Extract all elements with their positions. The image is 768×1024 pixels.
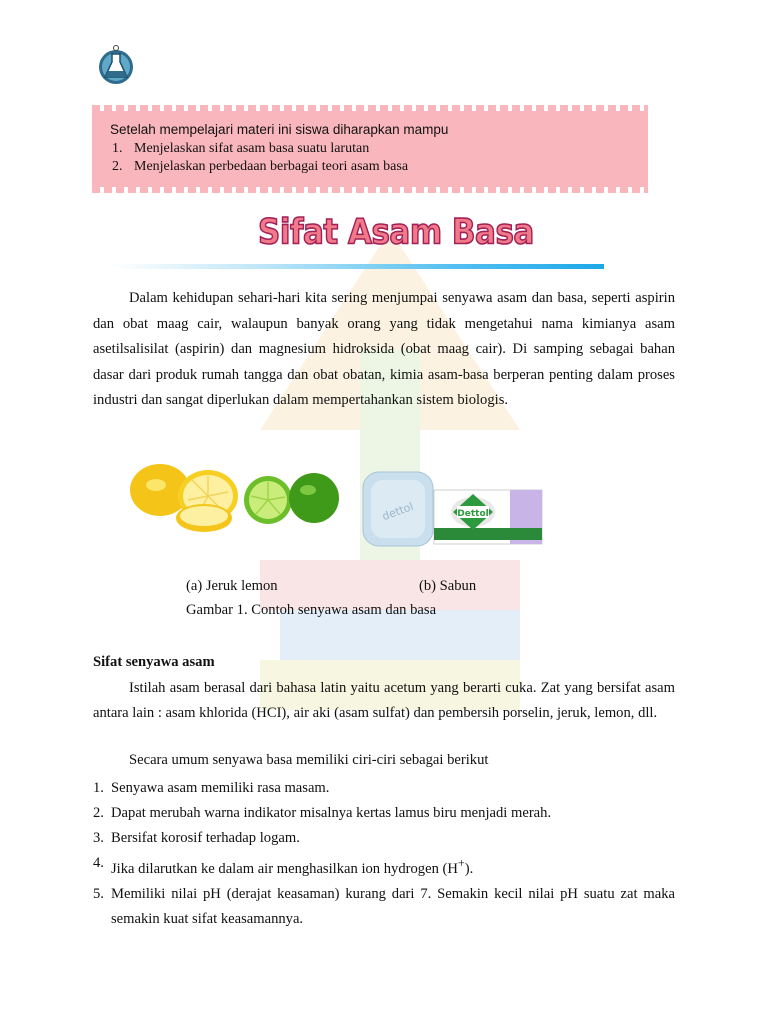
figure-caption: Gambar 1. Contoh senyawa asam dan basa bbox=[186, 602, 437, 618]
section-heading: Sifat senyawa asam bbox=[93, 654, 215, 670]
section-paragraph: Istilah asam berasal dari bahasa latin yaitu acetum yang berarti cuka. Zat yang bersifat asam antara lain : asam khlorida (HCI), air aki (asam sulfat) dan pembersih porselin, jeruk, lemon, dll. bbox=[93, 680, 675, 721]
list-item: 4. Jika dilarutkan ke dalam air menghasilkan ion hydrogen (H+). bbox=[93, 855, 474, 877]
learning-objectives-box bbox=[92, 108, 648, 190]
figure-images bbox=[128, 452, 548, 562]
soap-bar-image bbox=[363, 472, 433, 546]
page-title: Sifat Asam Basa bbox=[258, 212, 534, 253]
title-block bbox=[258, 212, 534, 262]
objectives-list bbox=[112, 140, 408, 176]
soap-box-image bbox=[434, 490, 542, 544]
lemon-image bbox=[130, 464, 238, 532]
objective-item: 2. Menjelaskan perbedaan berbagai teori asam basa bbox=[112, 159, 409, 174]
flask-logo-icon bbox=[97, 44, 135, 86]
caption-b: (b) Sabun bbox=[419, 578, 477, 594]
intro-paragraph: Dalam kehidupan sehari-hari kita sering menjumpai senyawa asam dan basa, seperti aspirin dan obat maag cair, walaupun banyak orang yang tidak mengetahui nama kimianya asam asetilsalisilat (aspirin) dan magnesium hidroksida (obat maag cair). Di samping sebagai bahan dasar dari produk rumah tangga dan obat obatan, kimia asam-basa berperan penting dalam proses industri dan sangat diperlukan dalam mempertahankan sistem biologis. bbox=[93, 290, 675, 408]
lime-image bbox=[244, 473, 339, 524]
title-underline bbox=[112, 264, 604, 269]
list-item: 5. Memiliki nilai pH (derajat keasaman) kurang dari 7. Semakin kecil nilai pH suatu zat maka semakin kuat sifat keasamannya. bbox=[93, 885, 675, 927]
list-item: 2. Dapat merubah warna indikator misalnya kertas lamus biru menjadi merah. bbox=[93, 805, 552, 821]
svg-text:dettol: dettol bbox=[380, 499, 416, 524]
list-intro: Secara umum senyawa basa memiliki ciri-ciri sebagai berikut bbox=[129, 752, 489, 768]
objectives-heading: Setelah mempelajari materi ini siswa diharapkan mampu bbox=[110, 122, 449, 137]
properties-list bbox=[93, 776, 675, 932]
list-item: 3. Bersifat korosif terhadap logam. bbox=[93, 830, 300, 846]
list-item: 1. Senyawa asam memiliki rasa masam. bbox=[93, 780, 330, 796]
caption-a: (a) Jeruk lemon bbox=[186, 578, 278, 594]
objective-item: 1. Menjelaskan sifat asam basa suatu larutan bbox=[112, 141, 370, 156]
svg-text:Dettol: Dettol bbox=[457, 509, 489, 519]
